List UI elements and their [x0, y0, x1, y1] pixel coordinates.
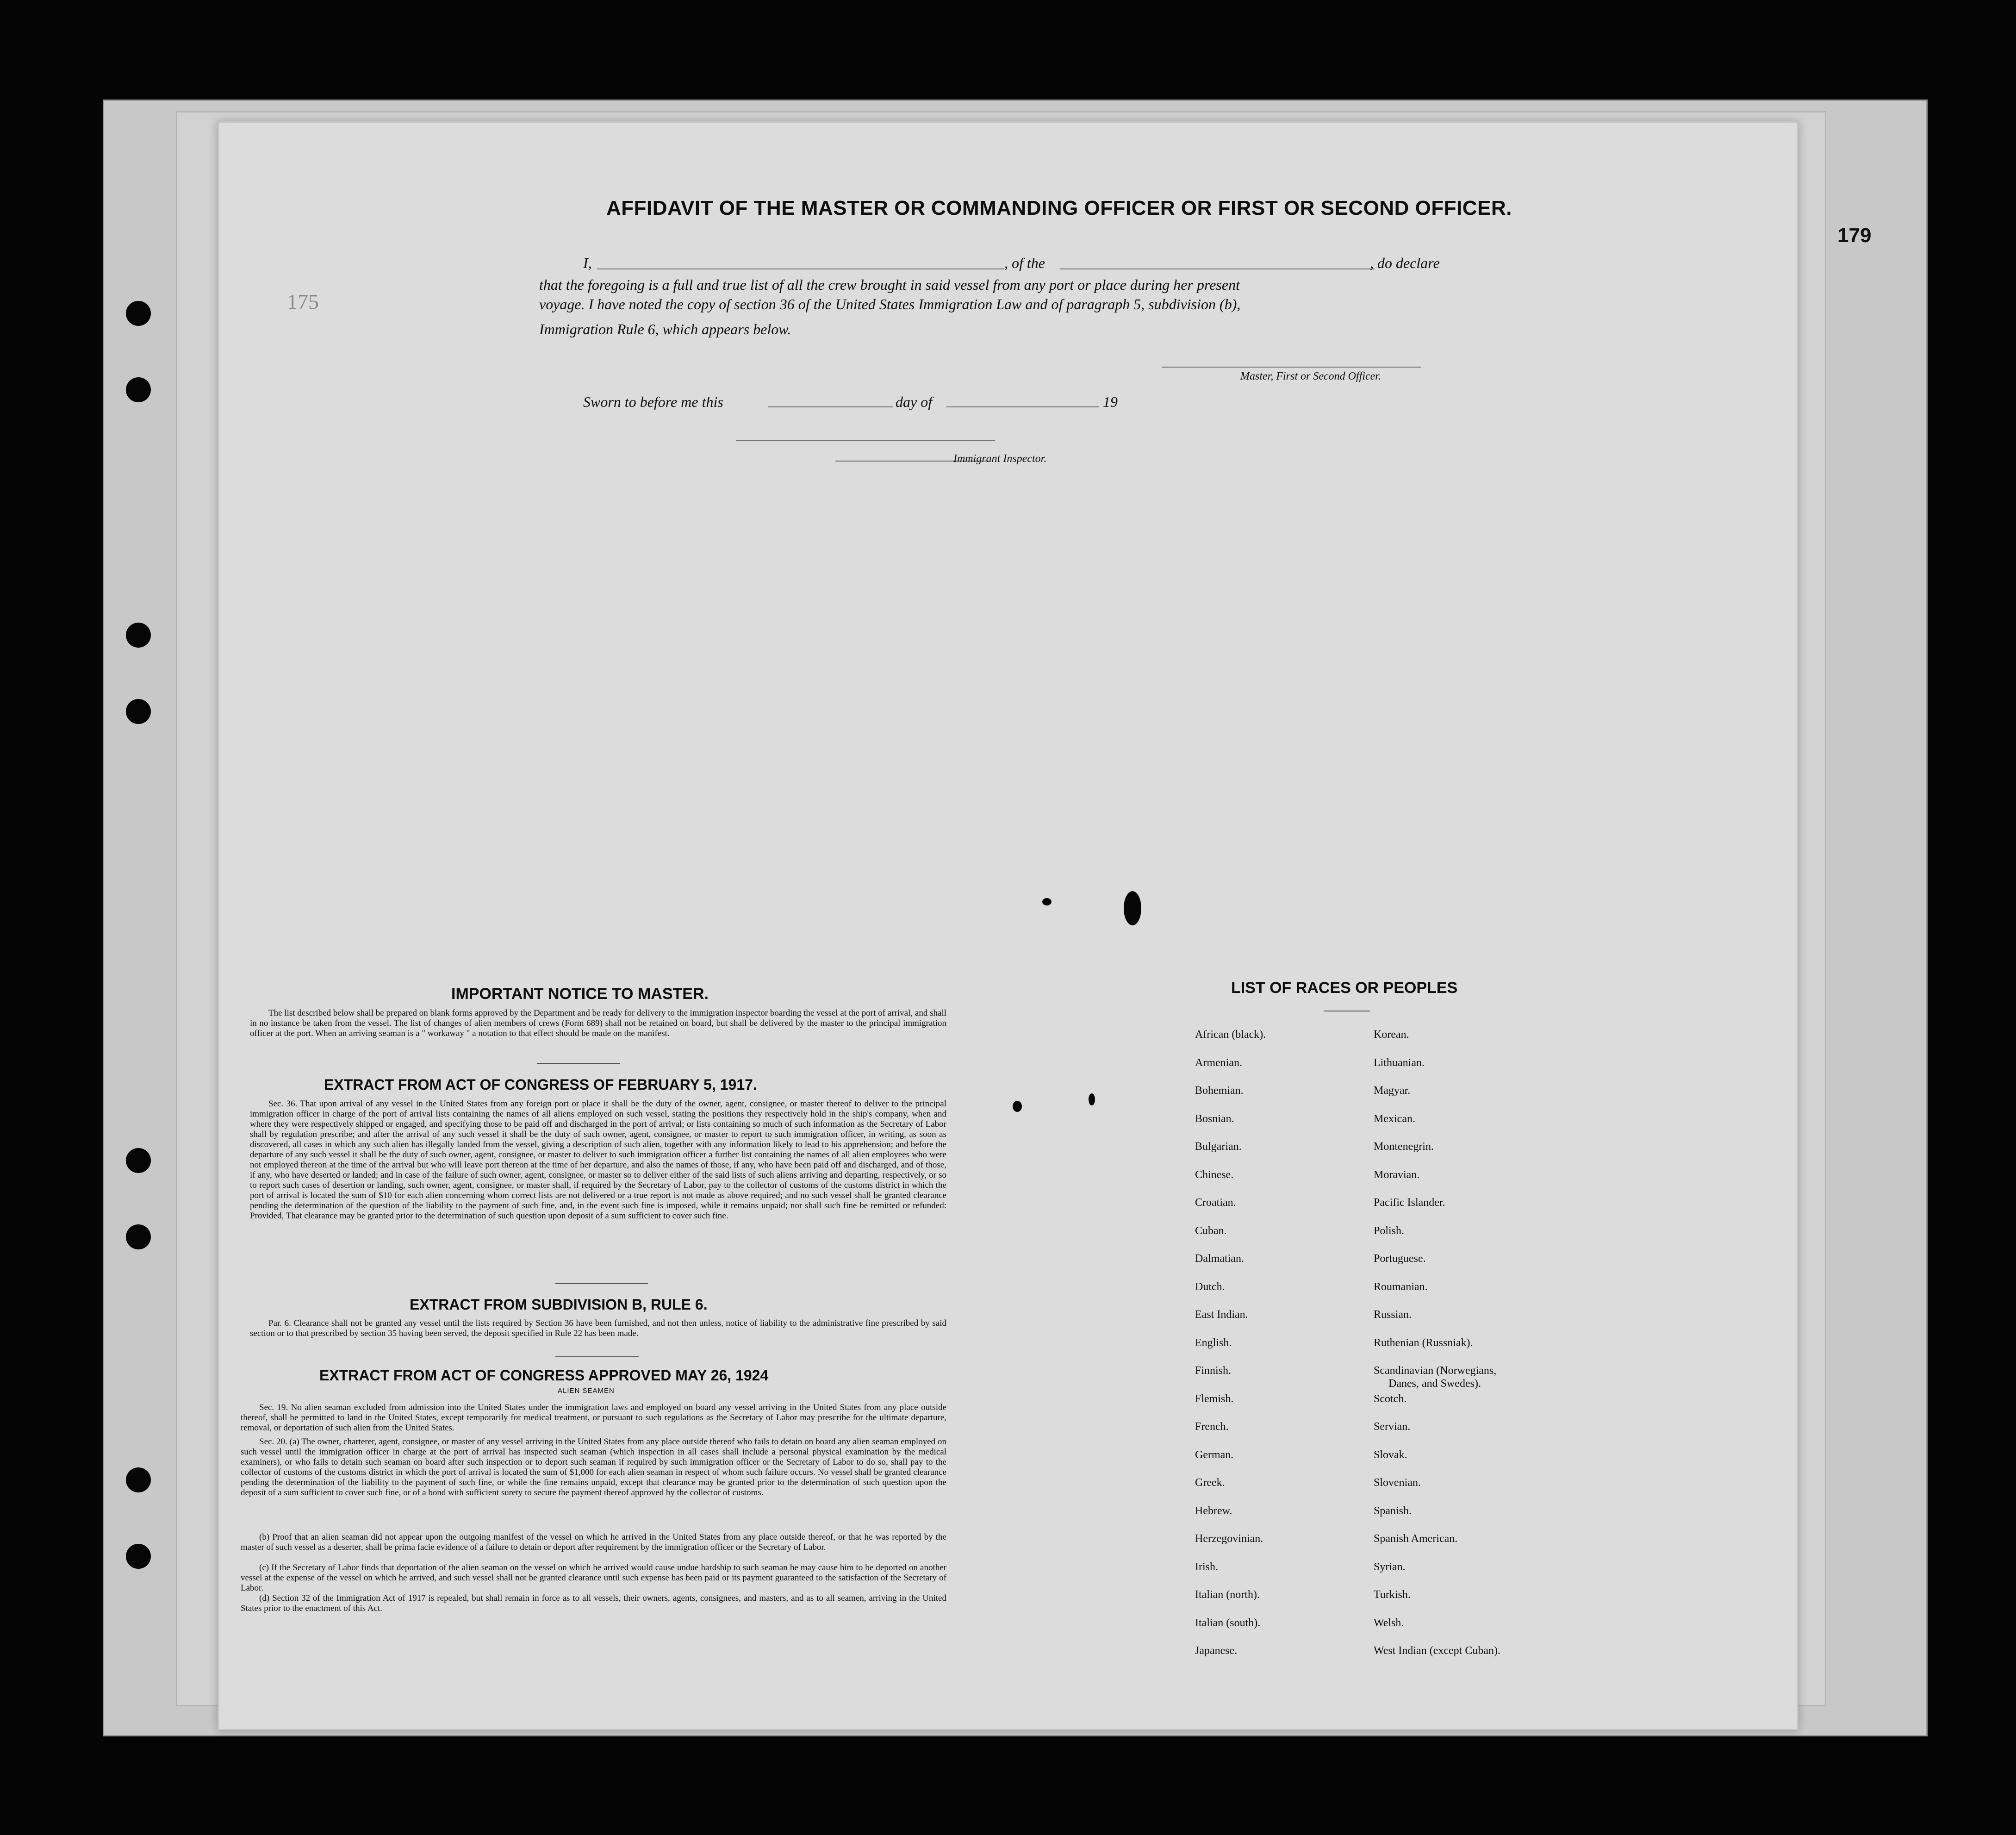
- race-item: Scandinavian (Norwegians,: [1374, 1365, 1497, 1377]
- binder-hole: [126, 1544, 151, 1569]
- ink-spot: [1089, 1093, 1095, 1105]
- race-item: Bosnian.: [1195, 1112, 1234, 1125]
- page-number: 179: [1837, 224, 1872, 247]
- race-item: Scotch.: [1374, 1392, 1407, 1405]
- extract-1917-body: Sec. 36. That upon arrival of any vessel in the United States from any foreign port or place it shall be the duty of the owner, agent, consignee, or master thereof to deliver to the principal immigration officer in charge of the port of arrival lists containing the names of all aliens employed on such vessel, stating the positions they respectively hold in the ship's company, when and where they were respectively shipped or engaged, and specifying those to be paid off and discharged in the port of arrival; or lists containing so much of such information as the Secretary of Labor shall by regulation prescribe; and after the arrival of any such vessel it shall be the duty of such owner, agent, consignee, or master to report to such immigration officer, in writing, as soon as discovered, all cases in which any such alien has illegally landed from the vessel, giving a description of such alien, together with any information likely to lead to his apprehension; and before the departure of any such vessel it shall be the duty of such owner, agent, consignee, or master to deliver to such immigration officer a further list containing the names of all alien employees who were not employed thereon at the time of the arrival but who will leave port thereon at the time of her departure, and also the names of those, if any, who have been paid off and discharged, and of those, if any, who have deserted or landed; and in case of the failure of such owner, agent, consignee, or master so to deliver either of the said lists of such aliens arriving and departing, respectively, or so to report such cases of desertion or landing, such owner, agent, consignee, or master shall, if required by the Secretary of Labor, pay to the collector of customs of the customs district in which the port of arrival is located the sum of $10 for each alien concerning whom correct lists are not delivered or a true report is not made as above required; and no such vessel shall be granted clearance pending the determination of the question of the liability to the payment of such fine, and, in the event such fine is imposed, while it remains unpaid; nor shall such fine be remitted or refunded: Provided, That clearance may be granted prior to the determination of such question upon deposit of a sum sufficient to cover such fine.: [250, 1099, 946, 1221]
- sworn-month-line[interactable]: [946, 406, 1099, 407]
- race-item: Flemish.: [1195, 1392, 1234, 1405]
- race-item: Russian.: [1374, 1309, 1412, 1321]
- race-item: Chinese.: [1195, 1168, 1234, 1181]
- race-item: African (black).: [1195, 1029, 1266, 1041]
- name-blank-line[interactable]: [597, 268, 1004, 269]
- race-item: Italian (north).: [1195, 1589, 1260, 1601]
- race-item: West Indian (except Cuban).: [1374, 1645, 1500, 1657]
- race-item: French.: [1195, 1421, 1229, 1433]
- race-item: Finnish.: [1195, 1365, 1232, 1377]
- race-item: Cuban.: [1195, 1224, 1227, 1237]
- vessel-blank-line[interactable]: [1060, 268, 1375, 269]
- race-item: Portuguese.: [1374, 1253, 1426, 1265]
- affidavit-line-2: that the foregoing is a full and true list of all the crew brought in said vessel from any port or place during her present: [539, 276, 1240, 293]
- divider: [537, 1063, 620, 1064]
- ink-spot: [1124, 891, 1141, 925]
- extract-1924-sec20d: (d) Section 32 of the Immigration Act of 1917 is repealed, but shall remain in force as to all vessels, their owners, agents, consignees, and masters, and as to all seamen, arriving in the United States prior to the enactment of this Act.: [241, 1593, 946, 1613]
- race-item: Roumanian.: [1374, 1280, 1428, 1293]
- race-item: Bohemian.: [1195, 1085, 1244, 1097]
- affidavit-line-4: Immigration Rule 6, which appears below.: [539, 321, 791, 337]
- race-item: Korean.: [1374, 1029, 1409, 1041]
- race-item: Slovak.: [1374, 1448, 1407, 1461]
- race-item: Magyar.: [1374, 1085, 1411, 1097]
- race-item: Slovenian.: [1374, 1477, 1421, 1489]
- inspector-upper-line: [736, 440, 995, 441]
- day-of-label: day of: [896, 393, 933, 410]
- binder-hole: [126, 301, 151, 326]
- races-title: LIST OF RACES OR PEOPLES: [1231, 979, 1458, 997]
- race-item: Bulgarian.: [1195, 1141, 1242, 1153]
- race-item: Welsh.: [1374, 1617, 1404, 1629]
- sworn-label: Sworn to before me this: [583, 393, 723, 410]
- divider: [555, 1283, 648, 1284]
- race-item: Dutch.: [1195, 1280, 1225, 1293]
- extract-1924-subtitle: ALIEN SEAMEN: [558, 1387, 615, 1395]
- inspector-label: Immigrant Inspector.: [953, 453, 1047, 465]
- ink-spot: [1013, 1101, 1022, 1112]
- race-item: Turkish.: [1374, 1589, 1411, 1601]
- race-item: Italian (south).: [1195, 1617, 1261, 1629]
- affidavit-line-3: voyage. I have noted the copy of section 36 of the United States Immigration Law and of paragraph 5, subdivision (b),: [539, 296, 1241, 312]
- race-item: Irish.: [1195, 1560, 1218, 1573]
- binder-hole: [126, 1224, 151, 1249]
- binder-hole: [126, 377, 151, 402]
- extract-1917-title: EXTRACT FROM ACT OF CONGRESS OF FEBRUARY 5, 1917.: [324, 1076, 757, 1093]
- race-item: Japanese.: [1195, 1645, 1238, 1657]
- race-item: Lithuanian.: [1374, 1056, 1425, 1069]
- affidavit-of-the-label: , of the: [1004, 255, 1045, 271]
- sworn-day-line[interactable]: [768, 406, 893, 407]
- affidavit-title: AFFIDAVIT OF THE MASTER OR COMMANDING OFFICER OR FIRST OR SECOND OFFICER.: [606, 197, 1512, 219]
- extract-1924-sec19: Sec. 19. No alien seaman excluded from admission into the United States under the immigration laws and employed on board any vessel arriving in the United States from any place outside thereof, shall be permitted to land in the United States, except temporarily for medical treatment, or pursuant to such regulations as the Secretary of Labor may prescribe for the ultimate departure, removal, or deportation of such alien from the United States.: [241, 1403, 946, 1433]
- year-label: 19: [1103, 393, 1118, 410]
- stamped-number: 175: [287, 290, 319, 313]
- extract-rule6-body: Par. 6. Clearance shall not be granted any vessel until the lists required by Section 36 have been furnished, and not then unless, notice of liability to the administrative fine prescribed by said section or to that prescribed by section 35 having been served, the deposit specified in Rule 22 has been made.: [250, 1318, 946, 1338]
- extract-1924-sec20b: (b) Proof that an alien seaman did not appear upon the outgoing manifest of the vessel on which he arrived in the United States from any place outside thereof, or that he was reported by the master of such vessel as a deserter, shall be prima facie evidence of a failure to detain or deport after requirement by the immigration officer or the Secretary of Labor.: [241, 1532, 946, 1552]
- affidavit-declare-label: , do declare: [1370, 255, 1440, 271]
- race-item: Polish.: [1374, 1224, 1405, 1237]
- race-item: East Indian.: [1195, 1309, 1248, 1321]
- race-item: Greek.: [1195, 1477, 1225, 1489]
- race-item: Armenian.: [1195, 1056, 1242, 1069]
- race-item: Danes, and Swedes).: [1388, 1378, 1481, 1390]
- race-item: German.: [1195, 1448, 1234, 1461]
- affidavit-i-label: I,: [583, 255, 592, 271]
- race-item: Mexican.: [1374, 1112, 1415, 1125]
- race-item: Croatian.: [1195, 1197, 1236, 1209]
- race-item: Moravian.: [1374, 1168, 1420, 1181]
- race-item: Spanish American.: [1374, 1533, 1458, 1545]
- race-item: Spanish.: [1374, 1504, 1412, 1517]
- race-item: Servian.: [1374, 1421, 1411, 1433]
- race-item: English.: [1195, 1336, 1232, 1349]
- extract-1924-sec20a: Sec. 20. (a) The owner, charterer, agent, consignee, or master of any vessel arriving in the United States from any place outside thereof who fails to detain on board any alien seaman employed on such vessel until the immigration officer in charge at the port of arrival has inspected such seaman (which inspection in all cases shall include a personal physical examination by the medical examiners), or who fails to detain such seaman on board after such inspection or to deport such seaman if required by such immigration officer or the Secretary of Labor to do so, shall pay to the collector of customs of the customs district in which the port of arrival is located the sum of $1,000 for each alien seaman in respect of whom such failure occurs. No vessel shall be granted clearance pending the determination of the liability to the payment of such fine, or while the fine remains unpaid, except that clearance may be granted prior to the determination of such question upon the deposit of a sum sufficient to cover such fine, or of a bond with sufficient surety to secure the payment thereof approved by the collector of customs.: [241, 1437, 946, 1498]
- extract-1924-sec20c: (c) If the Secretary of Labor finds that deportation of the alien seaman on the vessel on which he arrived would cause undue hardship to such seaman he may cause him to be deported on another vessel at the expense of the vessel on which he arrived, and such vessel shall not be granted clearance until such expense has been paid or its payment guaranteed to the satisfaction of the Secretary of Labor.: [241, 1563, 946, 1593]
- binder-hole: [126, 1148, 151, 1173]
- race-item: Syrian.: [1374, 1560, 1406, 1573]
- divider: [555, 1356, 639, 1357]
- master-signature-line[interactable]: [1162, 367, 1421, 368]
- race-item: Herzegovinian.: [1195, 1533, 1263, 1545]
- extract-rule6-title: EXTRACT FROM SUBDIVISION B, RULE 6.: [410, 1296, 708, 1313]
- notice-body: The list described below shall be prepared on blank forms approved by the Department and be ready for delivery to the immigration inspector boarding the vessel at the port of arrival, and shall in no instance be taken from the vessel. The list of changes of alien members of crews (Form 689) shall not be retained on board, but shall be delivered by the master to the principal immigration officer at the port. When an arriving seaman is a " workaway " a notation to that effect should be made on the manifest.: [250, 1008, 946, 1038]
- race-item: Montenegrin.: [1374, 1141, 1434, 1153]
- extract-1924-title: EXTRACT FROM ACT OF CONGRESS APPROVED MAY 26, 1924: [319, 1367, 769, 1384]
- binder-hole: [126, 1467, 151, 1492]
- race-item: Ruthenian (Russniak).: [1374, 1336, 1473, 1349]
- ink-spot: [1042, 898, 1052, 905]
- race-item: Dalmatian.: [1195, 1253, 1244, 1265]
- notice-title: IMPORTANT NOTICE TO MASTER.: [451, 985, 709, 1003]
- binder-hole: [126, 699, 151, 724]
- race-item: Hebrew.: [1195, 1504, 1232, 1517]
- race-item: Pacific Islander.: [1374, 1197, 1445, 1209]
- master-signature-label: Master, First or Second Officer.: [1240, 370, 1381, 382]
- binder-hole: [126, 623, 151, 648]
